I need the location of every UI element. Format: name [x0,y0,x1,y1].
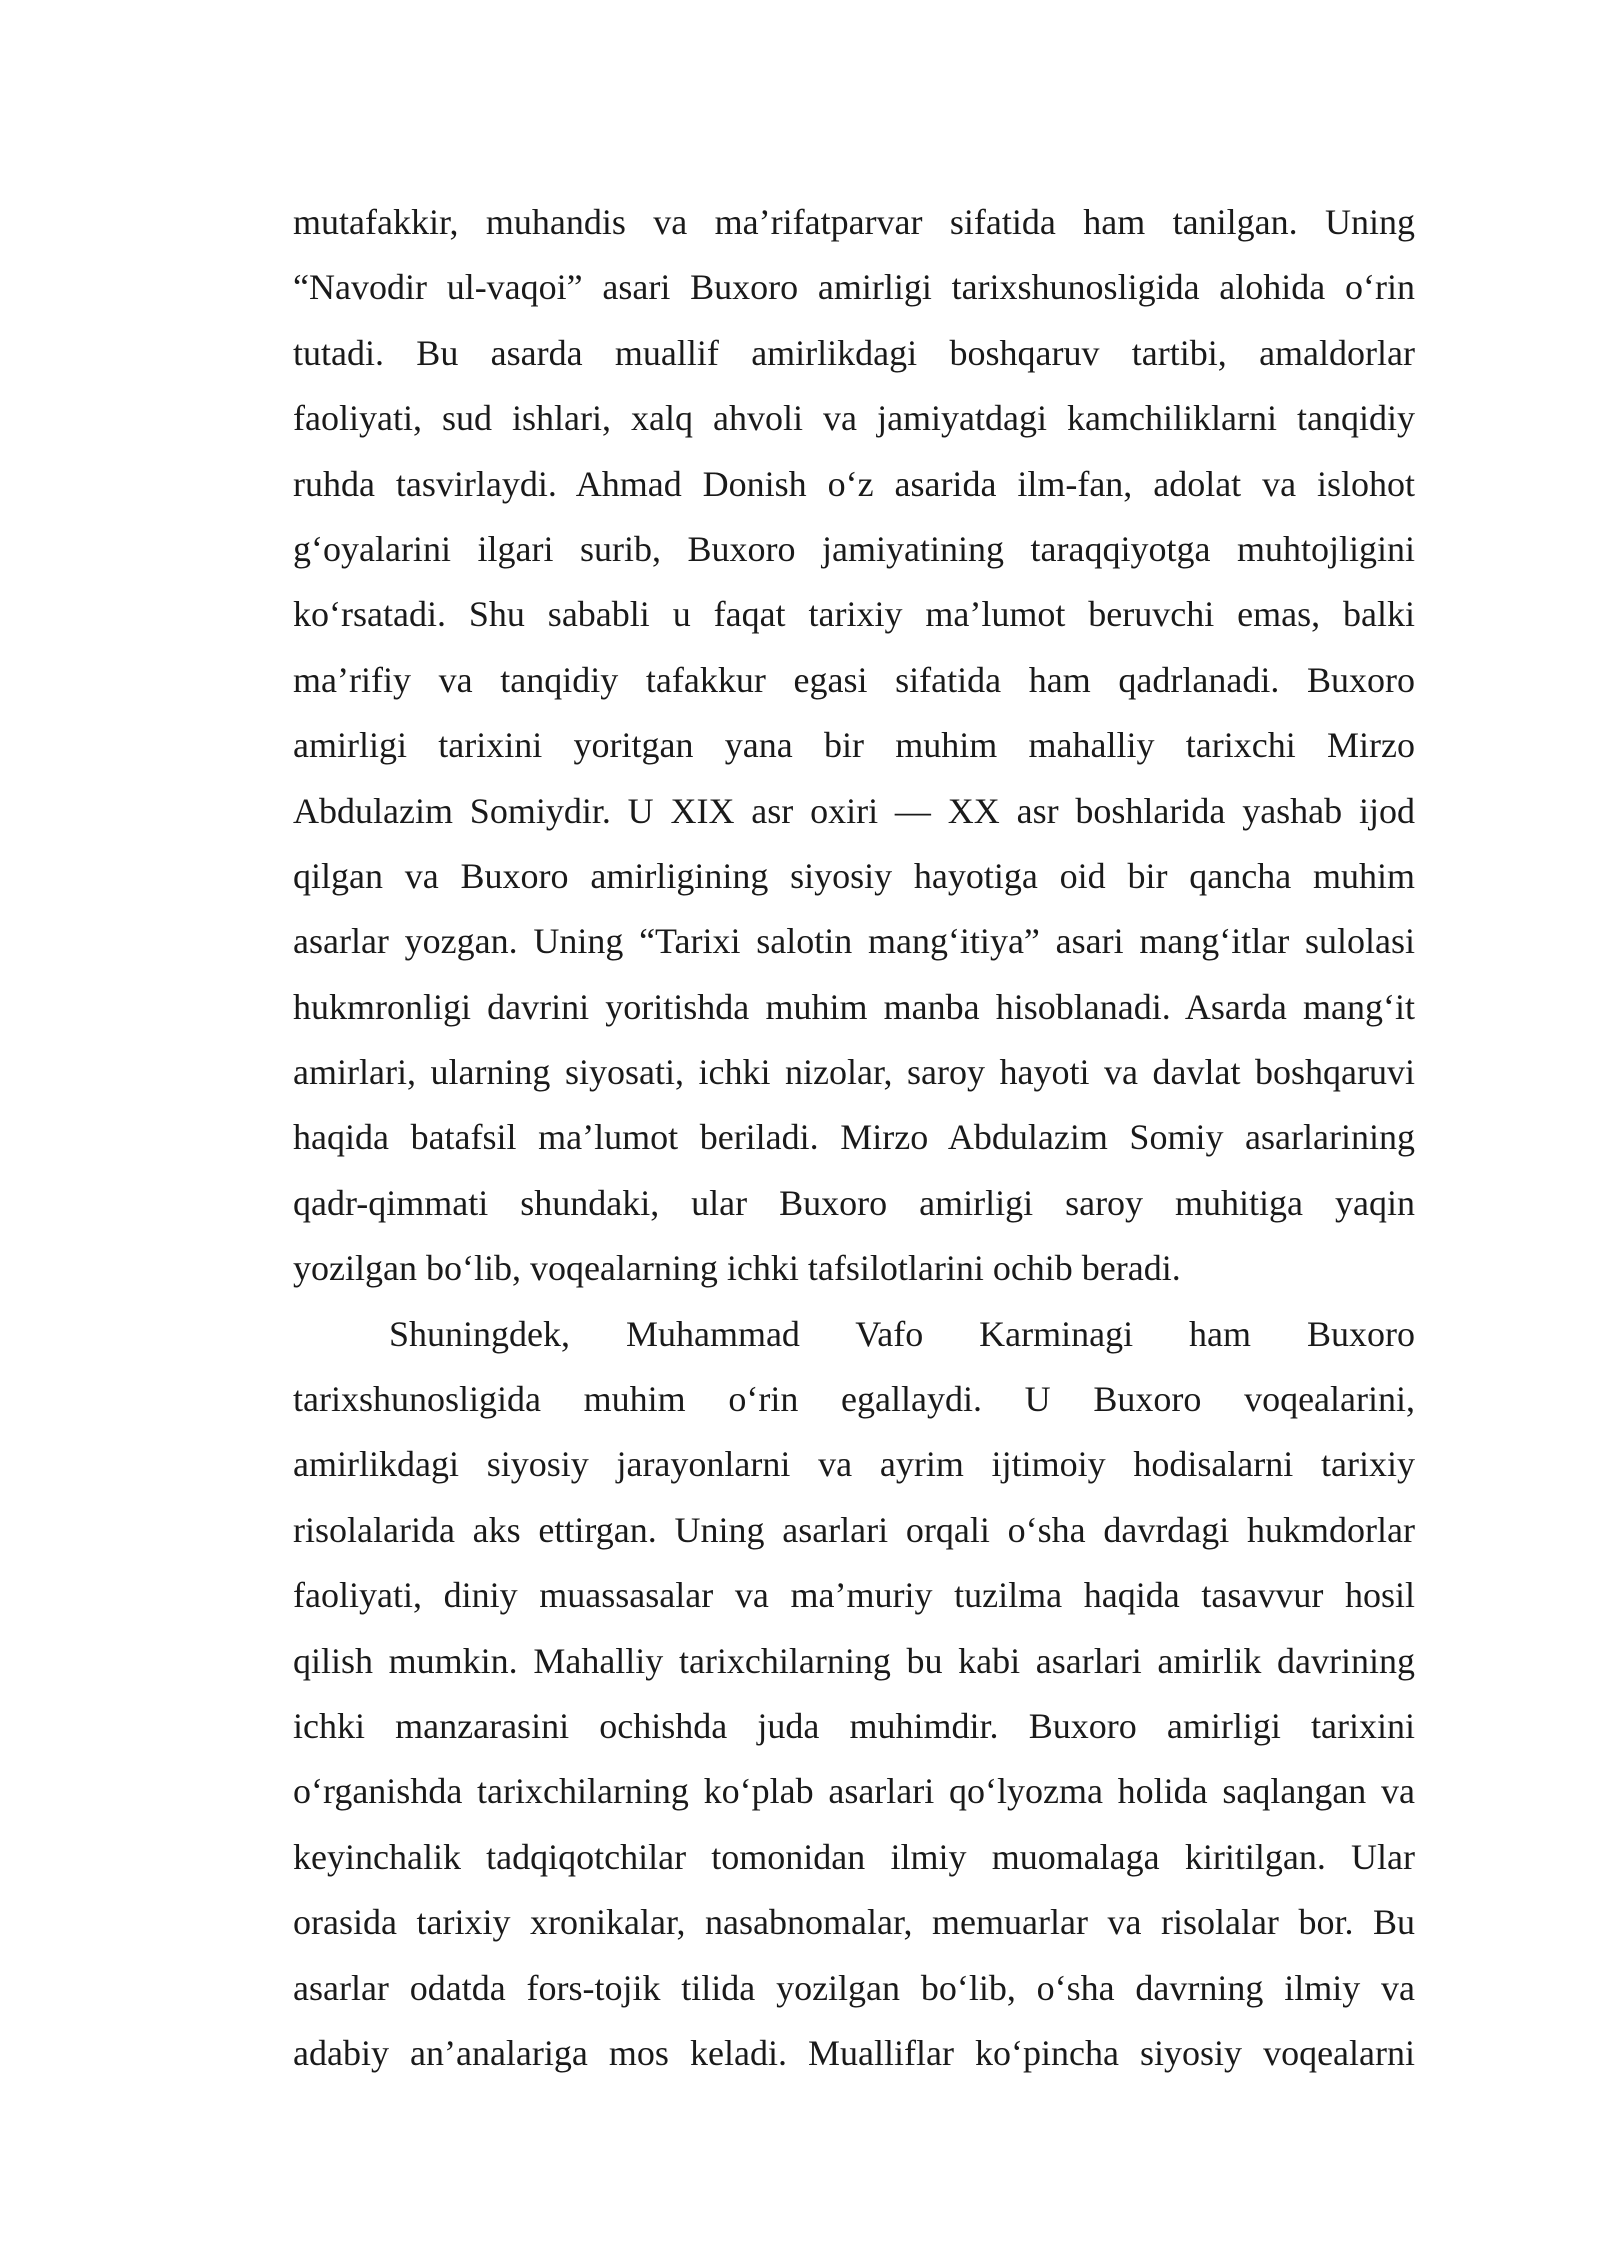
text-line: Shuningdek, Muhammad Vafo Karminagi ham Buxoro [389,1313,1415,1354]
text-line: haqida batafsil ma’lumot beriladi. Mirzo Abdulazim Somiy asarlarining [293,1117,1415,1158]
text-line: amirligi tarixini yoritgan yana bir muhim mahalliy tarixchi Mirzo [293,725,1415,766]
text-line: faoliyati, sud ishlari, xalq ahvoli va jamiyatdagi kamchiliklarni tanqidiy [293,398,1415,439]
text-line: qilish mumkin. Mahalliy tarixchilarning bu kabi asarlari amirlik davrining [293,1640,1415,1681]
text-line: amirlari, ularning siyosati, ichki nizolar, saroy hayoti va davlat boshqaruvi [293,1052,1415,1093]
text-line: ko‘rsatadi. Shu sababli u faqat tarixiy ma’lumot beruvchi emas, balki [293,594,1415,635]
text-line: tutadi. Bu asarda muallif amirlikdagi boshqaruv tartibi, amaldorlar [293,332,1415,373]
text-line: Abdulazim Somiydir. U XIX asr oxiri — XX asr boshlarida yashab ijod [293,790,1415,831]
text-line: asarlar odatda fors-tojik tilida yozilgan bo‘lib, o‘sha davrning ilmiy va [293,1967,1415,2008]
text-line: yozilgan bo‘lib, voqealarning ichki tafsilotlarini ochib beradi. [293,1248,1181,1289]
text-line: qilgan va Buxoro amirligining siyosiy hayotiga oid bir qancha muhim [293,855,1415,896]
text-line: keyinchalik tadqiqotchilar tomonidan ilmiy muomalaga kiritilgan. Ular [293,1836,1415,1877]
body-text [293,190,1415,2086]
text-line: ichki manzarasini ochishda juda muhimdir. Buxoro amirligi tarixini [293,1705,1415,1746]
text-line: “Navodir ul-vaqoi” asari Buxoro amirligi tarixshunosligida alohida o‘rin [293,267,1415,308]
text-line: ma’rifiy va tanqidiy tafakkur egasi sifatida ham qadrlanadi. Buxoro [293,659,1415,700]
text-line: mutafakkir, muhandis va ma’rifatparvar sifatida ham tanilgan. Uning [293,202,1415,242]
text-line: tarixshunosligida muhim o‘rin egallaydi. U Buxoro voqealarini, [293,1379,1415,1420]
text-line: o‘rganishda tarixchilarning ko‘plab asarlari qo‘lyozma holida saqlangan va [293,1771,1415,1812]
text-line: qadr-qimmati shundaki, ular Buxoro amirligi saroy muhitiga yaqin [293,1182,1415,1223]
text-line: risolalarida aks ettirgan. Uning asarlari orqali o‘sha davrdagi hukmdorlar [293,1509,1415,1550]
text-line: ruhda tasvirlaydi. Ahmad Donish o‘z asarida ilm-fan, adolat va islohot [293,463,1415,504]
text-line: g‘oyalarini ilgari surib, Buxoro jamiyatining taraqqiyotga muhtojligini [293,528,1415,569]
text-line: amirlikdagi siyosiy jarayonlarni va ayrim ijtimoiy hodisalarni tarixiy [293,1444,1415,1485]
text-line: faoliyati, diniy muassasalar va ma’muriy tuzilma haqida tasavvur hosil [293,1575,1415,1616]
text-line: adabiy an’analariga mos keladi. Mualliflar ko‘pincha siyosiy voqealarni [293,2032,1415,2073]
text-line: hukmronligi davrini yoritishda muhim manba hisoblanadi. Asarda mang‘it [293,986,1415,1027]
text-line: orasida tarixiy xronikalar, nasabnomalar, memuarlar va risolalar bor. Bu [293,1902,1415,1943]
text-line: asarlar yozgan. Uning “Tarixi salotin mang‘itiya” asari mang‘itlar sulolasi [293,921,1415,962]
